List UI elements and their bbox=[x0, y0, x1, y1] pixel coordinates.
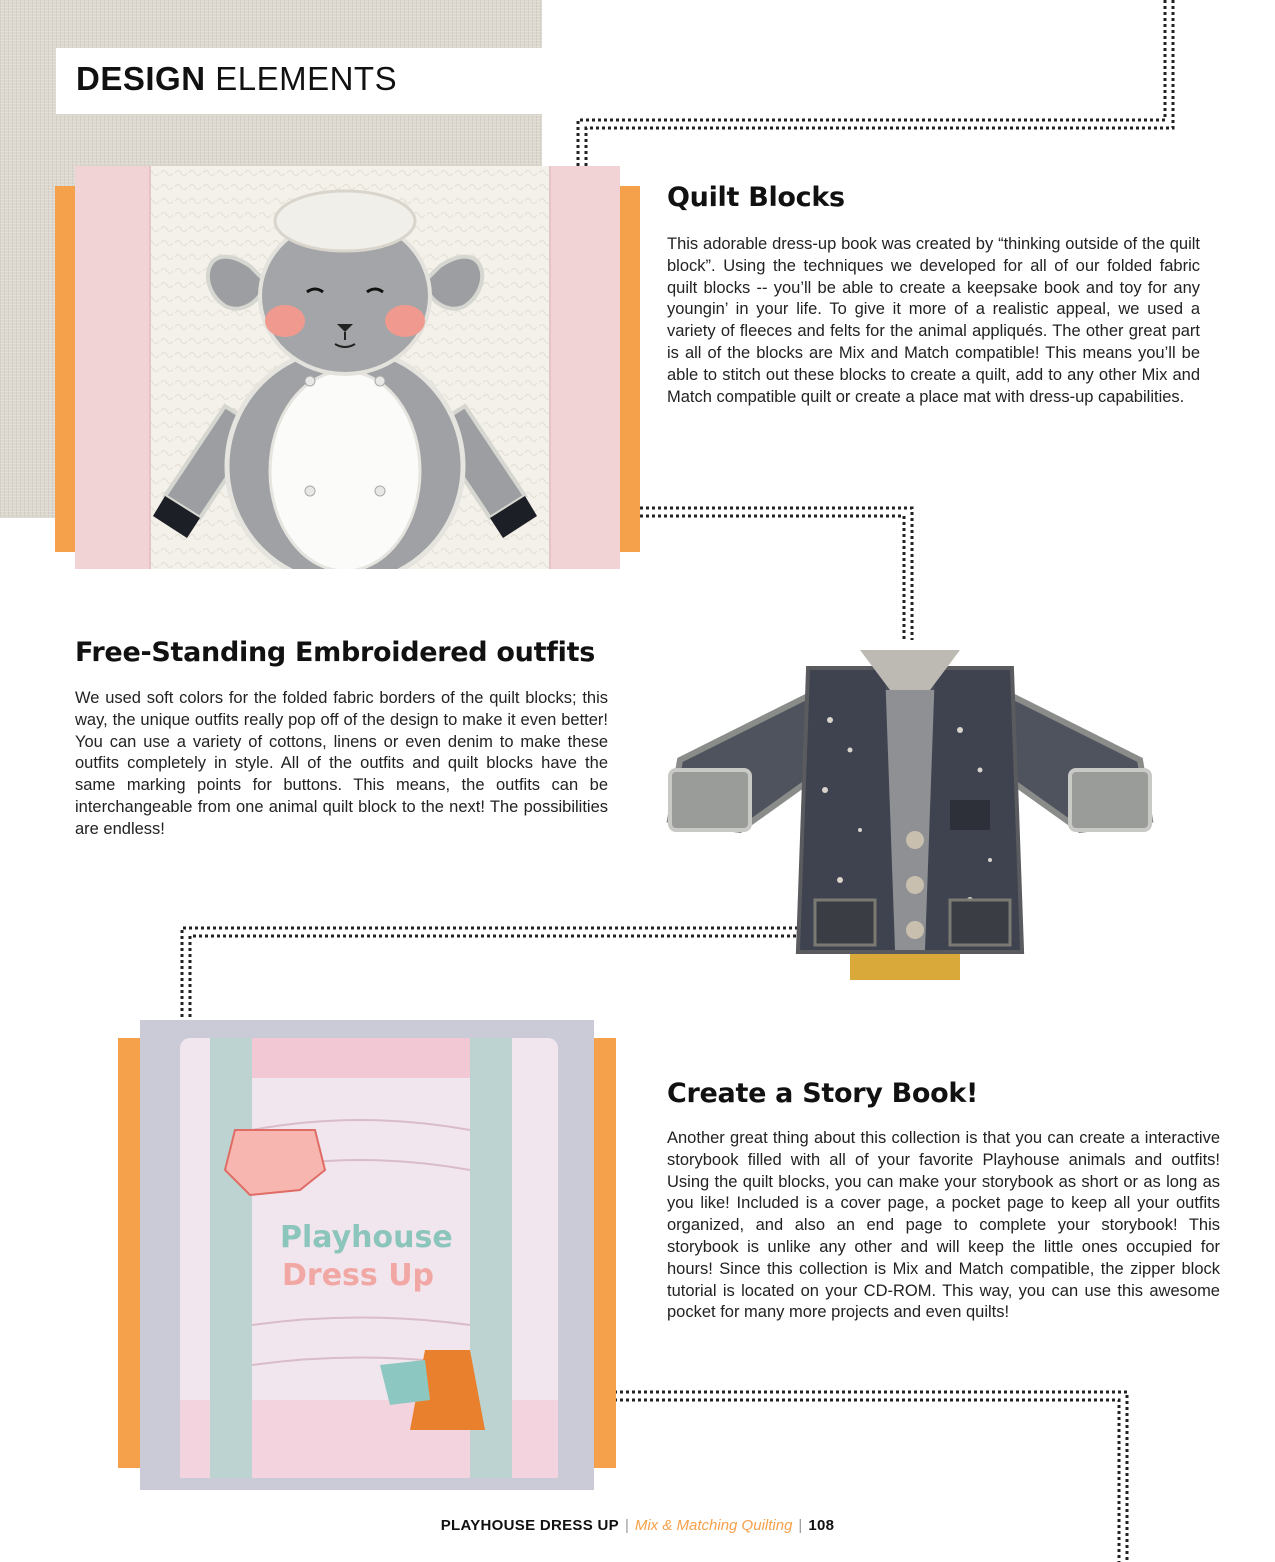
orange-accent-bar bbox=[55, 186, 75, 552]
orange-accent-bar bbox=[118, 1038, 140, 1468]
page-number: 108 bbox=[808, 1517, 835, 1534]
book-cover-title-line1: Playhouse bbox=[280, 1220, 453, 1255]
jacket-outfit-photo bbox=[660, 630, 1160, 980]
story-book-photo bbox=[140, 1020, 594, 1490]
page-title: DESIGN ELEMENTS bbox=[76, 60, 398, 97]
section-body-outfits: We used soft colors for the folded fabric borders of the quilt blocks; this way, the unique outfits really pop off of the design to make it even better! You can use a variety of cottons, linens or even denim to make these outfits completely in style. All of the outfits and quilt blocks have the same marking points for buttons. This means, the outfits can be interchangeable from one animal quilt block to the next! The possibilities are endless! bbox=[75, 689, 608, 838]
section-body-story-book: Another great thing about this collection is that you can create a interactive storybook filled with all of your favorite Playhouse animals and outfits! Using the quilt blocks, you can make your storybook as short or as long as you like! Included is a cover page, a pocket page to keep all your outfits organized, and also an end page to complete your storybook! This storybook is unlike any other and will keep the little ones occupied for hours! Since this collection is Mix and Match compatible, the zipper block tutorial is located on your CD-ROM. This way, you can use this awesome pocket for many more projects and even quilts! bbox=[667, 1129, 1220, 1322]
section-heading-story-book: Create a Story Book! bbox=[667, 1078, 979, 1109]
page-footer: PLAYHOUSE DRESS UP | Mix & Matching Quilting | 108 bbox=[440, 1517, 835, 1534]
footer-book-title: PLAYHOUSE DRESS UP bbox=[440, 1517, 619, 1534]
lamb-quilt-block-photo bbox=[75, 166, 620, 569]
orange-accent-bar bbox=[594, 1038, 616, 1468]
section-heading-quilt-blocks: Quilt Blocks bbox=[667, 182, 845, 213]
footer-series: Mix & Matching Quilting bbox=[634, 1517, 793, 1534]
orange-accent-bar bbox=[620, 186, 640, 552]
section-heading-outfits: Free-Standing Embroidered outfits bbox=[75, 637, 595, 668]
section-body-quilt-blocks: This adorable dress-up book was created by “thinking outside of the quilt block”. Using the techniques we developed for all of our folded fabric quilt blocks -- you’ll be able to create a keepsake book and toy for any youngin’ in your life. To give it more of a realistic appeal, we used a variety of fleeces and felts for the animal appliqués. The other great part is all of the blocks are Mix and Match compatible! This means you’ll be able to stitch out these blocks to create a quilt, add to any other Mix and Match compatible quilt or create a place mat with dress-up capabilities. bbox=[667, 235, 1200, 406]
book-cover-title-line2: Dress Up bbox=[282, 1258, 435, 1293]
